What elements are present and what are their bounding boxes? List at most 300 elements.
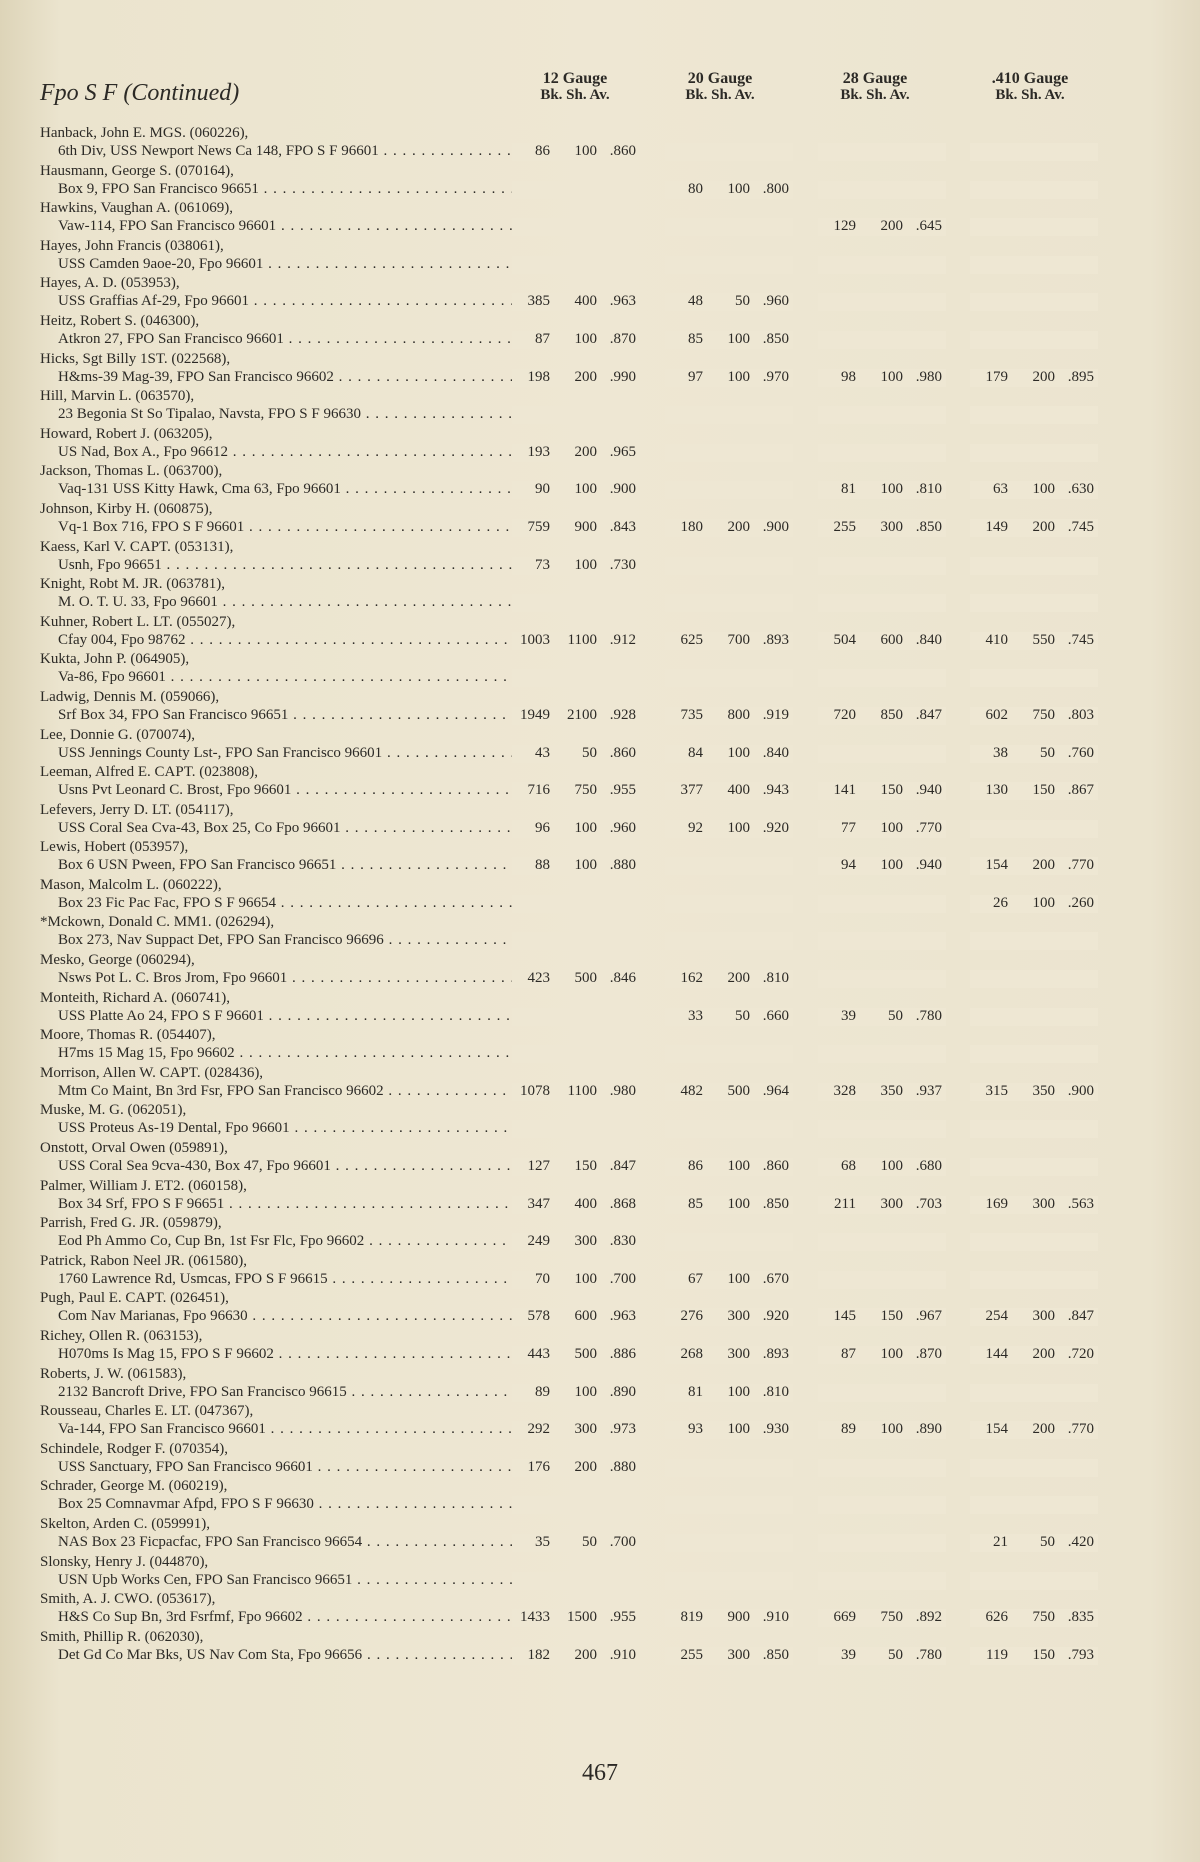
shells-shot: 400: [574, 1195, 597, 1212]
birds-broken: 735: [680, 706, 703, 723]
gauge-stats: [665, 1196, 793, 1214]
gauge-stats: [665, 557, 793, 575]
member-address: USS Graffias Af-29, Fpo 96601 . . .: [58, 293, 518, 310]
average: .720: [1067, 1346, 1094, 1362]
shells-shot: 200: [574, 443, 597, 460]
gauge-stats: [818, 331, 946, 349]
member-name: Ladwig, Dennis M. (059066),: [40, 688, 220, 705]
gauge-stats: [665, 1346, 793, 1364]
average: .835: [1067, 1609, 1094, 1626]
shells-shot: 200: [727, 970, 750, 987]
entry-row: [0, 837, 1200, 875]
gauge-stats: [818, 1384, 946, 1402]
gauge-stats: [665, 143, 793, 161]
entry-row: [0, 1627, 1200, 1665]
average: .730: [609, 556, 636, 573]
gauge-stats: [818, 1158, 946, 1176]
gauge-stats: [665, 444, 793, 462]
birds-broken: 625: [680, 631, 703, 648]
member-address: Com Nav Marianas, Fpo 96630 . . .: [58, 1308, 518, 1325]
gauge-stats: [970, 745, 1098, 763]
gauge-stats: [665, 820, 793, 838]
shells-shot: 100: [574, 143, 597, 159]
gauge-stats: [970, 1346, 1098, 1364]
shells-shot: 500: [574, 1346, 597, 1362]
entry-row: [0, 1063, 1200, 1101]
birds-broken: 169: [985, 1195, 1008, 1212]
gauge-stats: [970, 707, 1098, 725]
average: .870: [915, 1346, 942, 1362]
gauge-stats: [665, 1572, 793, 1590]
shells-shot: 200: [574, 1646, 597, 1663]
shells-shot: 150: [880, 782, 903, 799]
member-address: NAS Box 23 Ficpacfac, FPO San Francisco 96654 . . .: [58, 1534, 518, 1551]
gauge-stats: [512, 1534, 640, 1552]
birds-broken: 180: [680, 518, 703, 535]
entry-row: [0, 349, 1200, 387]
member-address: 23 Begonia St So Tipalao, Navsta, FPO S F 96630 . . .: [58, 406, 518, 423]
birds-broken: 86: [535, 143, 550, 159]
average: .867: [1067, 782, 1094, 799]
birds-broken: 88: [535, 857, 550, 874]
entry-row: [0, 1100, 1200, 1138]
member-address: 2132 Bancroft Drive, FPO San Francisco 96615 . . .: [58, 1384, 518, 1401]
gauge-header-410: [975, 70, 1085, 104]
gauge-stats: [818, 481, 946, 499]
average: .810: [915, 481, 942, 498]
shells-shot: 300: [727, 1346, 750, 1362]
gauge-header-12: [520, 70, 630, 104]
shells-shot: 1500: [567, 1609, 597, 1626]
gauge-stats: [970, 1308, 1098, 1326]
average: .963: [609, 293, 636, 310]
member-name: Hayes, John Francis (038061),: [40, 237, 224, 254]
gauge-stats: [512, 932, 640, 950]
average: .680: [915, 1158, 942, 1175]
gauge-stats: [665, 1308, 793, 1326]
birds-broken: 89: [535, 1383, 550, 1400]
average: .910: [762, 1609, 789, 1626]
birds-broken: 141: [833, 782, 856, 799]
gauge-stats: [970, 293, 1098, 311]
gauge-stats: [818, 1421, 946, 1439]
member-name: Onstott, Orval Owen (059891),: [40, 1140, 228, 1157]
birds-broken: 249: [527, 1233, 550, 1250]
birds-broken: 81: [688, 1383, 703, 1400]
average: .810: [762, 1383, 789, 1400]
average: .770: [915, 819, 942, 836]
gauge-stats: [512, 331, 640, 349]
average: .893: [762, 631, 789, 648]
average: .895: [1067, 368, 1094, 385]
gauge-stats: [512, 557, 640, 575]
member-address: US Nad, Box A., Fpo 96612 . . .: [58, 444, 518, 461]
gauge-stats: [512, 1008, 640, 1026]
gauge-stats: [818, 1083, 946, 1101]
average: .912: [609, 631, 636, 648]
average: .990: [609, 368, 636, 385]
shells-shot: 100: [574, 857, 597, 874]
birds-broken: 92: [688, 819, 703, 836]
shells-shot: 100: [727, 1195, 750, 1212]
entry-list: [0, 123, 1200, 1664]
gauge-stats: [512, 369, 640, 387]
member-name: Parrish, Fred G. JR. (059879),: [40, 1215, 222, 1232]
birds-broken: 154: [985, 1421, 1008, 1438]
member-name: Hicks, Sgt Billy 1ST. (022568),: [40, 350, 231, 367]
member-address: H7ms 15 Mag 15, Fpo 96602 . . .: [58, 1045, 518, 1062]
average: .260: [1067, 894, 1094, 911]
birds-broken: 443: [527, 1346, 550, 1362]
member-name: Howard, Robert J. (063205),: [40, 425, 213, 442]
birds-broken: 144: [985, 1346, 1008, 1362]
birds-broken: 292: [527, 1421, 550, 1438]
gauge-stats: [665, 932, 793, 950]
birds-broken: 87: [535, 330, 550, 347]
member-address: Va-86, Fpo 96601 . . .: [58, 669, 518, 686]
gauge-stats: [665, 1421, 793, 1439]
gauge-stats: [512, 256, 640, 274]
gauge-stats: [970, 481, 1098, 499]
gauge-stats: [665, 1083, 793, 1101]
gauge-stats: [970, 1083, 1098, 1101]
entry-row: [0, 800, 1200, 838]
shells-shot: 350: [880, 1082, 903, 1099]
member-name: Mason, Malcolm L. (060222),: [40, 876, 222, 893]
gauge-stats: [818, 1233, 946, 1251]
gauge-stats: [970, 181, 1098, 199]
birds-broken: 130: [985, 782, 1008, 799]
gauge-stats: [512, 1045, 640, 1063]
gauge-stats: [512, 970, 640, 988]
average: .980: [609, 1082, 636, 1099]
birds-broken: 602: [985, 706, 1008, 723]
average: .846: [609, 970, 636, 987]
shells-shot: 100: [574, 819, 597, 836]
gauge-stats: [818, 1271, 946, 1289]
entry-row: [0, 311, 1200, 349]
average: .964: [762, 1082, 789, 1099]
shells-shot: 300: [880, 1195, 903, 1212]
shells-shot: 750: [574, 782, 597, 799]
gauge-columns: Bk. Sh. Av.: [995, 87, 1065, 103]
birds-broken: 198: [527, 368, 550, 385]
gauge-stats: [512, 707, 640, 725]
member-address: Nsws Pot L. C. Bros Jrom, Fpo 96601 . . .: [58, 970, 518, 987]
average: .780: [915, 1646, 942, 1663]
birds-broken: 154: [985, 857, 1008, 874]
shells-shot: 150: [1032, 1646, 1055, 1663]
member-name: Smith, A. J. CWO. (053617),: [40, 1591, 216, 1608]
birds-broken: 255: [680, 1646, 703, 1663]
member-address: Usnh, Fpo 96651 . . .: [58, 557, 518, 574]
gauge-stats: [818, 1609, 946, 1627]
shells-shot: 100: [1032, 481, 1055, 498]
gauge-stats: [970, 1233, 1098, 1251]
gauge-name: 20 Gauge: [687, 70, 753, 87]
gauge-stats: [512, 857, 640, 875]
birds-broken: 39: [841, 1007, 856, 1024]
birds-broken: 1433: [520, 1609, 550, 1626]
shells-shot: 150: [1032, 782, 1055, 799]
gauge-stats: [665, 1384, 793, 1402]
gauge-stats: [512, 1196, 640, 1214]
shells-shot: 500: [574, 970, 597, 987]
birds-broken: 84: [688, 744, 703, 761]
average: .420: [1067, 1533, 1094, 1550]
birds-broken: 35: [535, 1533, 550, 1550]
gauge-stats: [818, 857, 946, 875]
member-name: Slonsky, Henry J. (044870),: [40, 1553, 209, 1570]
shells-shot: 200: [574, 368, 597, 385]
entry-row: [0, 762, 1200, 800]
shells-shot: 100: [727, 1383, 750, 1400]
birds-broken: 89: [841, 1421, 856, 1438]
average: .745: [1067, 518, 1094, 535]
member-name: Jackson, Thomas L. (063700),: [40, 463, 223, 480]
average: .780: [915, 1007, 942, 1024]
gauge-stats: [818, 1572, 946, 1590]
shells-shot: 900: [574, 518, 597, 535]
gauge-stats: [665, 1008, 793, 1026]
average: .900: [609, 481, 636, 498]
average: .847: [1067, 1308, 1094, 1325]
birds-broken: 1949: [520, 706, 550, 723]
shells-shot: 100: [574, 481, 597, 498]
gauge-stats: [512, 406, 640, 424]
birds-broken: 85: [688, 1195, 703, 1212]
member-name: Hayes, A. D. (053953),: [40, 275, 180, 292]
average: .630: [1067, 481, 1094, 498]
shells-shot: 200: [727, 518, 750, 535]
gauge-stats: [665, 669, 793, 687]
member-address: Box 9, FPO San Francisco 96651 . . .: [58, 181, 518, 198]
gauge-stats: [512, 594, 640, 612]
shells-shot: 100: [727, 368, 750, 385]
birds-broken: 759: [527, 518, 550, 535]
shells-shot: 50: [735, 1007, 750, 1024]
gauge-stats: [970, 218, 1098, 236]
gauge-stats: [665, 481, 793, 499]
gauge-stats: [512, 1308, 640, 1326]
birds-broken: 255: [833, 518, 856, 535]
member-name: Rousseau, Charles E. LT. (047367),: [40, 1403, 254, 1420]
birds-broken: 38: [993, 744, 1008, 761]
gauge-stats: [818, 369, 946, 387]
shells-shot: 750: [1032, 1609, 1055, 1626]
birds-broken: 93: [688, 1421, 703, 1438]
entry-row: [0, 161, 1200, 199]
average: .955: [609, 782, 636, 799]
birds-broken: 48: [688, 293, 703, 310]
gauge-stats: [970, 1647, 1098, 1665]
entry-row: [0, 499, 1200, 537]
shells-shot: 100: [880, 1346, 903, 1362]
gauge-name: 12 Gauge: [542, 70, 608, 87]
member-address: Vaq-131 USS Kitty Hawk, Cma 63, Fpo 96601 . . .: [58, 481, 518, 498]
shells-shot: 300: [1032, 1308, 1055, 1325]
gauge-stats: [665, 331, 793, 349]
birds-broken: 385: [527, 293, 550, 310]
entry-row: [0, 912, 1200, 950]
average: .886: [609, 1346, 636, 1362]
birds-broken: 70: [535, 1270, 550, 1287]
member-address: Usns Pvt Leonard C. Brost, Fpo 96601 . . .: [58, 782, 518, 799]
birds-broken: 482: [680, 1082, 703, 1099]
average: .940: [915, 857, 942, 874]
average: .937: [915, 1082, 942, 1099]
member-name: Kuhner, Robert L. LT. (055027),: [40, 613, 236, 630]
member-name: Knight, Robt M. JR. (063781),: [40, 576, 226, 593]
shells-shot: 50: [735, 293, 750, 310]
birds-broken: 578: [527, 1308, 550, 1325]
shells-shot: 600: [880, 631, 903, 648]
entry-row: [0, 123, 1200, 161]
gauge-stats: [665, 256, 793, 274]
shells-shot: 100: [727, 1158, 750, 1175]
birds-broken: 193: [527, 443, 550, 460]
average: .770: [1067, 1421, 1094, 1438]
gauge-stats: [970, 1045, 1098, 1063]
member-name: Heitz, Robert S. (046300),: [40, 312, 200, 329]
member-name: Skelton, Arden C. (059991),: [40, 1515, 210, 1532]
entry-row: [0, 1476, 1200, 1514]
member-name: Hawkins, Vaughan A. (061069),: [40, 200, 234, 217]
average: .868: [609, 1195, 636, 1212]
shells-shot: 300: [880, 518, 903, 535]
entry-row: [0, 1514, 1200, 1552]
shells-shot: 50: [1040, 1533, 1055, 1550]
average: .892: [915, 1609, 942, 1626]
average: .880: [609, 1458, 636, 1475]
member-address: USS Coral Sea 9cva-430, Box 47, Fpo 96601 . . .: [58, 1158, 518, 1175]
entry-row: [0, 461, 1200, 499]
shells-shot: 50: [888, 1007, 903, 1024]
member-address: Box 23 Fic Pac Fac, FPO S F 96654 . . .: [58, 895, 518, 912]
birds-broken: 145: [833, 1308, 856, 1325]
member-address: USN Upb Works Cen, FPO San Francisco 96651 . . .: [58, 1572, 518, 1589]
gauge-stats: [665, 970, 793, 988]
page-number: 467: [582, 1760, 618, 1786]
birds-broken: 377: [680, 782, 703, 799]
entry-row: [0, 1401, 1200, 1439]
member-address: Box 273, Nav Suppact Det, FPO San Francisco 96696 . . .: [58, 932, 518, 949]
average: .660: [762, 1007, 789, 1024]
average: .980: [915, 368, 942, 385]
shells-shot: 400: [727, 782, 750, 799]
entry-row: [0, 875, 1200, 913]
gauge-stats: [818, 1346, 946, 1364]
gauge-stats: [818, 1496, 946, 1514]
gauge-stats: [512, 444, 640, 462]
shells-shot: 1100: [567, 1082, 597, 1099]
average: .960: [609, 819, 636, 836]
gauge-stats: [818, 557, 946, 575]
member-name: Mesko, George (060294),: [40, 952, 195, 969]
birds-broken: 176: [527, 1458, 550, 1475]
gauge-stats: [818, 782, 946, 800]
shells-shot: 200: [1032, 518, 1055, 535]
gauge-stats: [512, 1459, 640, 1477]
birds-broken: 315: [985, 1082, 1008, 1099]
birds-broken: 85: [688, 330, 703, 347]
shells-shot: 50: [582, 744, 597, 761]
gauge-stats: [970, 669, 1098, 687]
gauge-stats: [970, 1271, 1098, 1289]
shells-shot: 100: [1032, 894, 1055, 911]
member-address: Vq-1 Box 716, FPO S F 96601 . . .: [58, 519, 518, 536]
gauge-stats: [665, 745, 793, 763]
entry-row: [0, 1439, 1200, 1477]
gauge-stats: [970, 143, 1098, 161]
gauge-stats: [970, 932, 1098, 950]
gauge-columns: Bk. Sh. Av.: [840, 87, 910, 103]
birds-broken: 39: [841, 1646, 856, 1663]
birds-broken: 86: [688, 1158, 703, 1175]
member-name: Monteith, Richard A. (060741),: [40, 989, 230, 1006]
shells-shot: 750: [1032, 706, 1055, 723]
entry-row: [0, 1251, 1200, 1289]
average: .920: [762, 819, 789, 836]
shells-shot: 100: [574, 1270, 597, 1287]
member-address: USS Sanctuary, FPO San Francisco 96601 . . .: [58, 1459, 518, 1476]
gauge-stats: [512, 481, 640, 499]
birds-broken: 97: [688, 368, 703, 385]
gauge-stats: [970, 369, 1098, 387]
gauge-stats: [970, 820, 1098, 838]
shells-shot: 200: [574, 1458, 597, 1475]
gauge-stats: [665, 1459, 793, 1477]
entry-row: [0, 1138, 1200, 1176]
gauge-stats: [970, 519, 1098, 537]
gauge-stats: [512, 1158, 640, 1176]
entry-row: [0, 273, 1200, 311]
birds-broken: 127: [527, 1158, 550, 1175]
birds-broken: 77: [841, 819, 856, 836]
average: .670: [762, 1270, 789, 1287]
birds-broken: 179: [985, 368, 1008, 385]
gauge-stats: [665, 293, 793, 311]
gauge-stats: [818, 1459, 946, 1477]
shells-shot: 50: [888, 1646, 903, 1663]
member-name: Hill, Marvin L. (063570),: [40, 388, 195, 405]
gauge-stats: [970, 1459, 1098, 1477]
average: .840: [762, 744, 789, 761]
shells-shot: 900: [727, 1609, 750, 1626]
entry-row: [0, 386, 1200, 424]
member-name: Smith, Phillip R. (062030),: [40, 1628, 204, 1645]
section-title: Fpo S F (Continued): [40, 80, 240, 106]
member-name: Moore, Thomas R. (054407),: [40, 1027, 216, 1044]
entry-row: [0, 649, 1200, 687]
gauge-stats: [512, 519, 640, 537]
shells-shot: 200: [1032, 1346, 1055, 1362]
shells-shot: 2100: [567, 706, 597, 723]
member-name: Hausmann, George S. (070164),: [40, 162, 234, 179]
birds-broken: 276: [680, 1308, 703, 1325]
member-name: Schrader, George M. (060219),: [40, 1478, 228, 1495]
gauge-stats: [512, 218, 640, 236]
gauge-stats: [970, 782, 1098, 800]
entry-row: [0, 236, 1200, 274]
shells-shot: 200: [1032, 857, 1055, 874]
shells-shot: 100: [727, 180, 750, 197]
gauge-stats: [818, 707, 946, 725]
average: .963: [609, 1308, 636, 1325]
gauge-columns: Bk. Sh. Av.: [685, 87, 755, 103]
shells-shot: 800: [727, 706, 750, 723]
entry-row: [0, 988, 1200, 1026]
